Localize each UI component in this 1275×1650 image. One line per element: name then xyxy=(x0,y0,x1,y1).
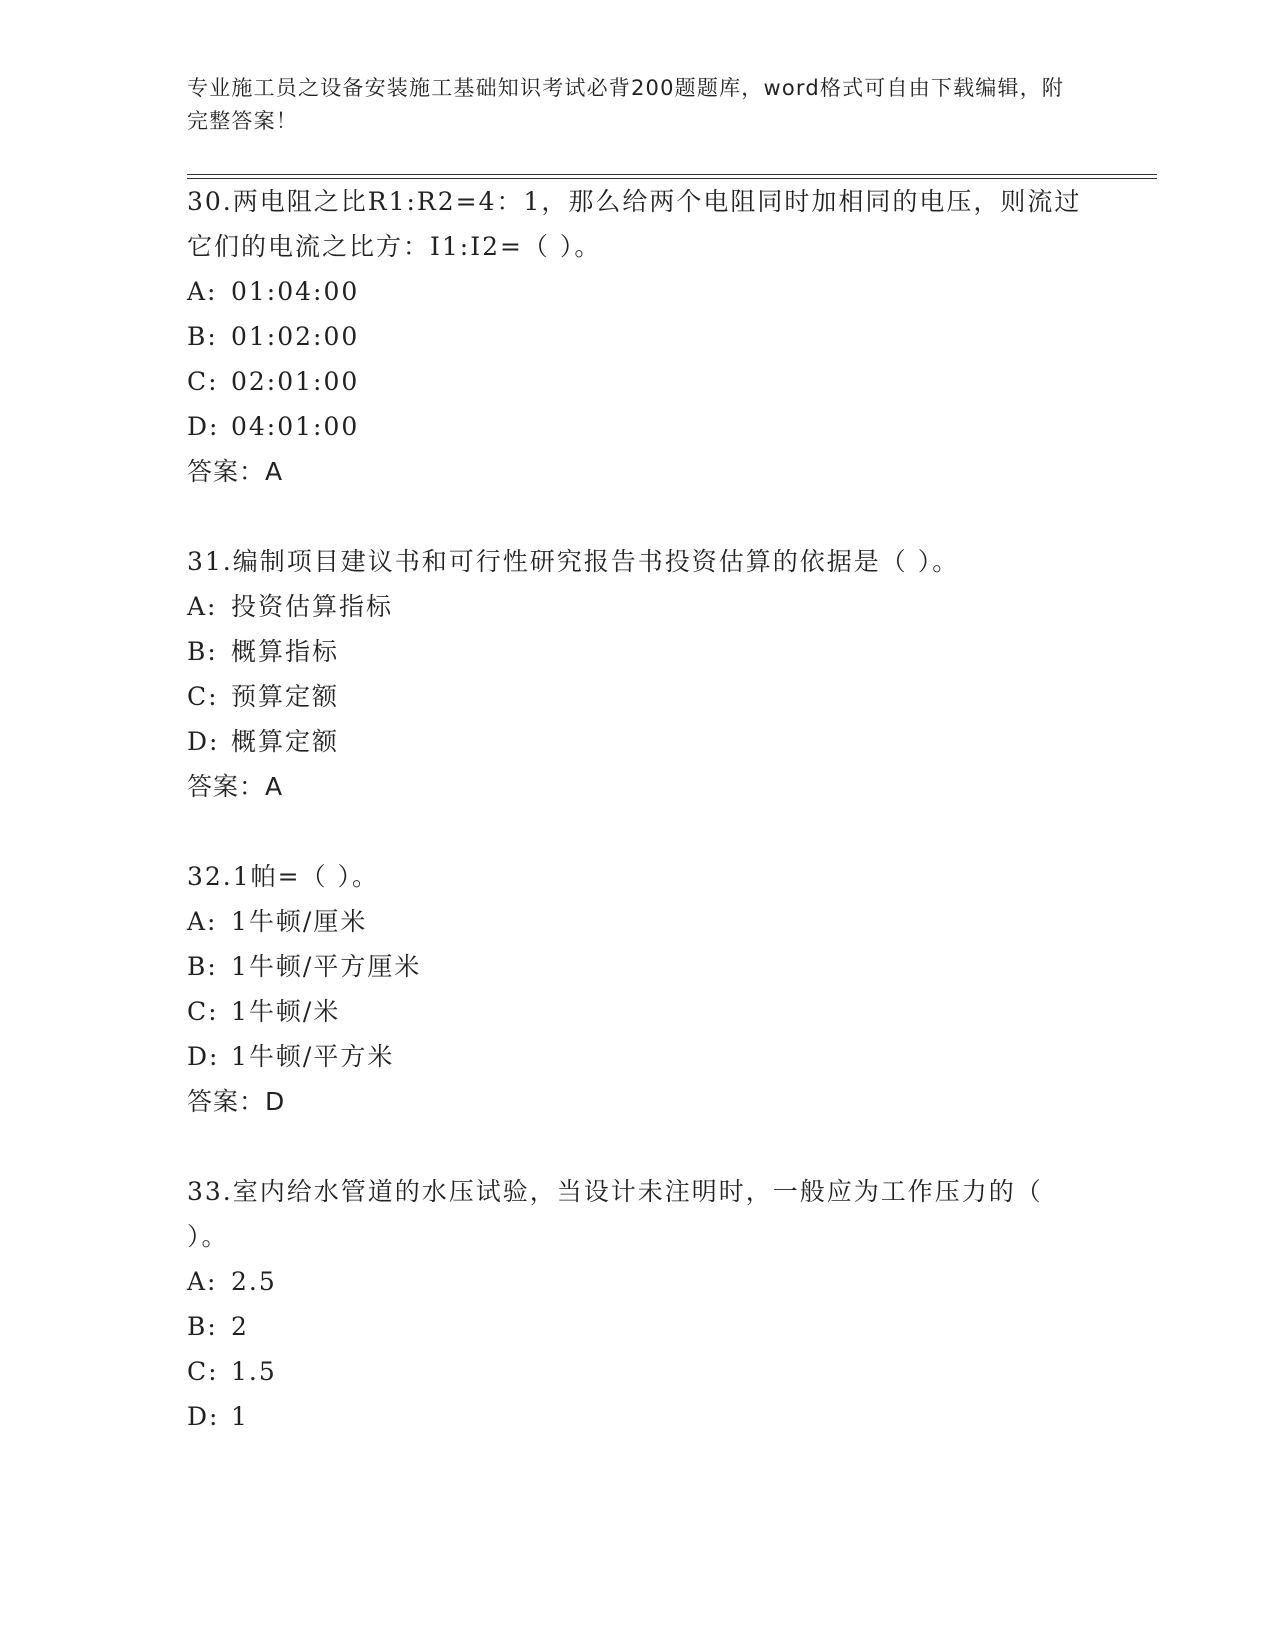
option-b xyxy=(187,629,1157,674)
option-text: 1.5 xyxy=(231,1357,277,1386)
option-letter: A: xyxy=(187,592,218,621)
option-text: 1牛顿/厘米 xyxy=(231,907,368,936)
option-letter: B: xyxy=(187,952,218,981)
option-text: 02:01:00 xyxy=(231,367,360,396)
option-b xyxy=(187,944,1157,989)
document-page xyxy=(187,72,1157,1439)
question-stem: 30.两电阻之比R1:R2=4：1，那么给两个电阻同时加相同的电压，则流过它们的电流之比方：I1:I2=（ ）。 xyxy=(187,187,1082,261)
option-d xyxy=(187,404,1157,449)
option-letter: A: xyxy=(187,277,218,306)
option-d xyxy=(187,1394,1157,1439)
option-text: 1 xyxy=(231,1402,249,1431)
option-text: 概算定额 xyxy=(231,727,340,756)
option-text: 2.5 xyxy=(231,1267,277,1296)
option-letter: D: xyxy=(187,1042,220,1071)
option-text: 概算指标 xyxy=(231,637,340,666)
question-spacer xyxy=(187,1124,1157,1169)
question-stem: 32.1帕=（ ）。 xyxy=(187,862,380,891)
option-b xyxy=(187,314,1157,359)
option-letter: B: xyxy=(187,637,218,666)
option-c xyxy=(187,1349,1157,1394)
option-d xyxy=(187,719,1157,764)
option-letter: D: xyxy=(187,412,220,441)
option-letter: C: xyxy=(187,1357,219,1386)
option-text: 1牛顿/平方米 xyxy=(231,1042,395,1071)
option-text: 预算定额 xyxy=(231,682,340,711)
option-letter: B: xyxy=(187,1312,218,1341)
option-text: 01:02:00 xyxy=(231,322,360,351)
option-letter: C: xyxy=(187,682,219,711)
option-letter: D: xyxy=(187,1402,220,1431)
option-c xyxy=(187,359,1157,404)
option-text: 投资估算指标 xyxy=(231,592,394,621)
option-text: 2 xyxy=(231,1312,249,1341)
option-a xyxy=(187,269,1157,314)
option-a xyxy=(187,584,1157,629)
answer-line: 答案：A xyxy=(187,457,284,486)
answer-line: 答案：A xyxy=(187,772,284,801)
question-stem: 31.编制项目建议书和可行性研究报告书投资估算的依据是（ ）。 xyxy=(187,547,960,576)
question-spacer xyxy=(187,809,1157,854)
option-text: 01:04:00 xyxy=(231,277,360,306)
document-header: 专业施工员之设备安装施工基础知识考试必背200题题库，word格式可自由下载编辑，附完整答案！ xyxy=(187,76,1065,133)
option-letter: B: xyxy=(187,322,218,351)
question-33 xyxy=(187,1169,1157,1439)
option-text: 04:01:00 xyxy=(231,412,360,441)
option-text: 1牛顿/平方厘米 xyxy=(231,952,422,981)
option-letter: C: xyxy=(187,997,219,1026)
option-c xyxy=(187,989,1157,1034)
option-d xyxy=(187,1034,1157,1079)
question-30 xyxy=(187,179,1157,494)
option-b xyxy=(187,1304,1157,1349)
question-31 xyxy=(187,539,1157,809)
question-stem: 33.室内给水管道的水压试验，当设计未注明时，一般应为工作压力的（ ）。 xyxy=(187,1177,1043,1251)
option-c xyxy=(187,674,1157,719)
question-32 xyxy=(187,854,1157,1124)
answer-line: 答案：D xyxy=(187,1087,286,1116)
option-a xyxy=(187,1259,1157,1304)
option-letter: C: xyxy=(187,367,219,396)
option-letter: A: xyxy=(187,1267,218,1296)
option-letter: D: xyxy=(187,727,220,756)
option-letter: A: xyxy=(187,907,218,936)
option-a xyxy=(187,899,1157,944)
option-text: 1牛顿/米 xyxy=(231,997,341,1026)
question-spacer xyxy=(187,494,1157,539)
